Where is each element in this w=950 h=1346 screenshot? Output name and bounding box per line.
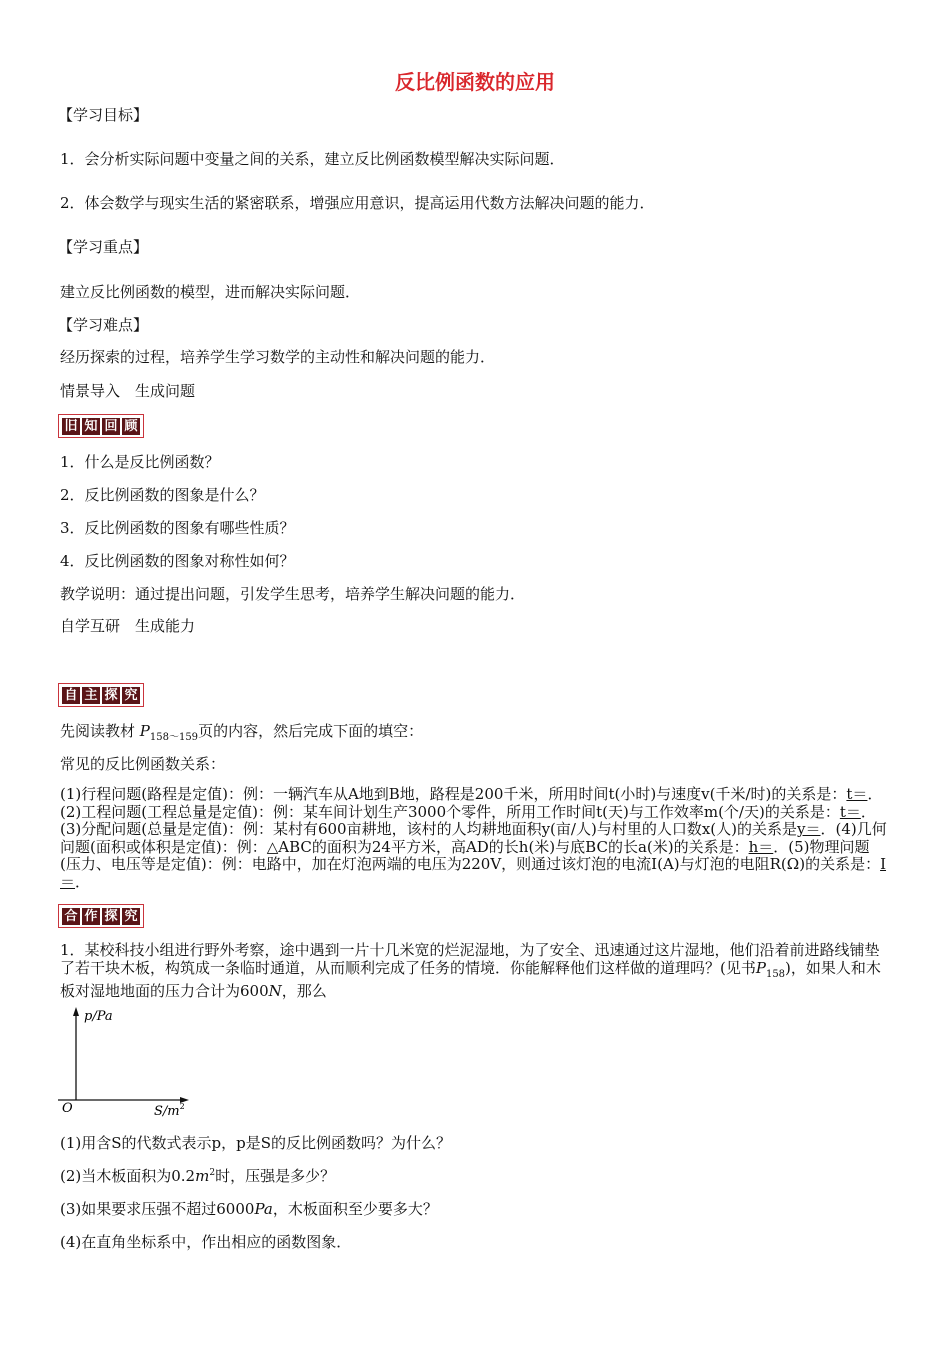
question-1: (1)用含S的代数式表示p，p是S的反比例函数吗？为什么？ [60, 1134, 452, 1152]
difficulties-heading: 【学习难点】 [58, 316, 149, 334]
reading-instruction: 先阅读教材 $P_{158\sim 159}$页的内容，然后完成下面的填空： [60, 722, 424, 743]
blank-answer[interactable]: I＝ [60, 855, 887, 891]
badge-char: 旧 [62, 418, 80, 435]
objective-item-2: 2．体会数学与现实生活的紧密联系，增强应用意识，提高运用代数方法解决问题的能力． [60, 194, 655, 212]
badge-char: 回 [102, 418, 120, 435]
review-question-2: 2．反比例函数的图象是什么？ [60, 486, 265, 504]
question-3: (3)如果要求压强不超过6000Pa，木板面积至少要多大？ [60, 1200, 438, 1218]
badge-char: 作 [82, 908, 100, 925]
review-question-3: 3．反比例函数的图象有哪些性质？ [60, 519, 295, 537]
blank-answer[interactable]: h＝ [748, 837, 774, 856]
section-self-study-heading: 自学互研 生成能力 [60, 617, 196, 635]
badge-char: 探 [102, 908, 120, 925]
question-4: (4)在直角坐标系中，作出相应的函数图象． [60, 1233, 352, 1251]
blank-answer[interactable]: t＝ [839, 802, 861, 821]
objectives-heading: 【学习目标】 [58, 106, 149, 124]
blank-answer[interactable]: y＝ [796, 820, 821, 838]
badge-char: 究 [122, 687, 140, 704]
badge-char: 探 [102, 687, 120, 704]
review-badge [58, 414, 144, 438]
origin-label: O [62, 1101, 73, 1116]
objective-item-1: 1．会分析实际问题中变量之间的关系，建立反比例函数模型解决实际问题． [60, 150, 565, 168]
y-axis-label: p/Pa [84, 1009, 113, 1024]
review-question-1: 1．什么是反比例函数？ [60, 453, 220, 471]
question-2: (2)当木板面积为$0.2m^2$时，压强是多少？ [60, 1167, 336, 1185]
y-axis-arrow-icon [73, 1007, 79, 1016]
problem-statement: 1．某校科技小组进行野外考察，途中遇到一片十几米宽的烂泥湿地，为了安全、迅速通过这片湿地，他们沿着前进路线铺垫了若干块木板，构筑成一条临时通道，从而顺利完成了任务的情境．你能解释他们这样做的道理吗？(见书$P_{158}$)，如果人和木板对湿地地面的压力合计为600N，那么 [60, 941, 881, 1000]
self-explore-badge [58, 683, 144, 707]
inverse-relations-paragraph: (1)行程问题(路程是定值)：例：一辆汽车从A地到B地，路程是200千米，所用时间t(小时)与速度v(千米/时)的关系是：t＝．(2)工程问题(工程总量是定值)：例：某车间计划生产3000个零件，所用工作时间t(天)与工作效率m(个/天)的关系是：t＝．(3)分配问题(总量是定值)：例：某村有600亩耕地，该村的人均耕地面积y(亩/人)与村里的人口数x(人)的关系是y＝．(4)几何问题(面积或体积是定值)：例：△ABC的面积为24平方米，高AD的长h(米)与底BC的长a(米)的关系是：h＝．(5)物理问题(压力、电压等是定值)：例：电路中，加在灯泡两端的电压为220V，则通过该灯泡的电流I(A)与灯泡的电阻R(Ω)的关系是：I＝． [60, 785, 887, 891]
difficulties-text: 经历探索的过程，培养学生学习数学的主动性和解决问题的能力． [60, 348, 496, 366]
blank-answer[interactable]: t＝ [846, 785, 868, 803]
badge-char: 主 [82, 687, 100, 704]
review-question-4: 4．反比例函数的图象对称性如何？ [60, 552, 295, 570]
coordinate-axes-graph [56, 1006, 206, 1118]
section-intro-heading: 情景导入 生成问题 [60, 382, 196, 400]
cooperate-badge [58, 904, 144, 928]
badge-char: 顾 [122, 418, 140, 435]
x-axis-label: $S/m^2$ [154, 1102, 185, 1118]
badge-char: 合 [62, 908, 80, 925]
badge-char: 自 [62, 687, 80, 704]
page-title: 反比例函数的应用 [395, 70, 555, 94]
badge-char: 究 [122, 908, 140, 925]
key-points-heading: 【学习重点】 [58, 238, 149, 256]
teaching-note: 教学说明：通过提出问题，引发学生思考，培养学生解决问题的能力． [60, 585, 526, 603]
common-relations-label: 常见的反比例函数关系： [60, 755, 226, 773]
badge-char: 知 [82, 418, 100, 435]
key-points-text: 建立反比例函数的模型，进而解决实际问题． [60, 283, 361, 301]
